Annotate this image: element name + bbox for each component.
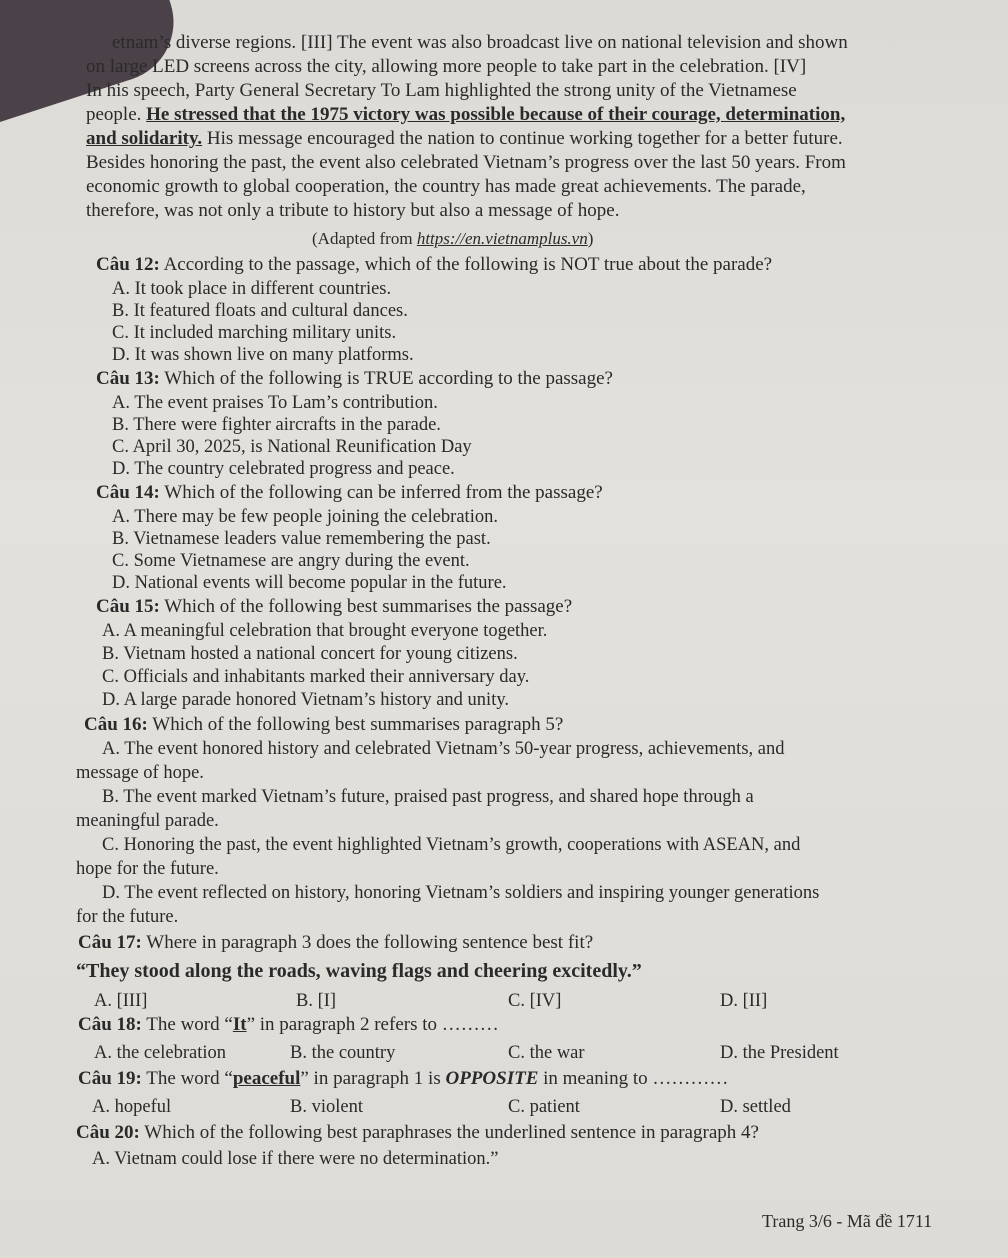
option-16a: A. The event honored history and celebrated Vietnam’s 50-year progress, achievements, and <box>102 739 785 759</box>
option-12c: C. It included marching military units. <box>112 323 397 343</box>
option-16a-cont: message of hope. <box>76 763 204 783</box>
option-12d: D. It was shown live on many platforms. <box>112 345 414 365</box>
option-20a: A. Vietnam could lose if there were no determination.” <box>92 1149 499 1169</box>
option-15d: D. A large parade honored Vietnam’s history and unity. <box>102 690 510 710</box>
option-18b: B. the country <box>290 1043 396 1063</box>
option-16c-cont: hope for the future. <box>76 859 219 879</box>
question-12: Câu 12: According to the passage, which of the following is NOT true about the parade? <box>96 254 773 275</box>
option-19d: D. settled <box>720 1097 791 1117</box>
question-15: Câu 15: Which of the following best summarises the passage? <box>96 596 573 617</box>
option-15b: B. Vietnam hosted a national concert for young citizens. <box>102 644 518 664</box>
passage-line: therefore, was not only a tribute to history but also a message of hope. <box>86 200 620 221</box>
underlined-sentence-end: and solidarity. <box>86 128 203 149</box>
option-14b: B. Vietnamese leaders value remembering the past. <box>112 529 491 549</box>
option-17d: D. [II] <box>720 991 768 1011</box>
option-18d: D. the President <box>720 1043 839 1063</box>
option-16b-cont: meaningful parade. <box>76 811 219 831</box>
option-14c: C. Some Vietnamese are angry during the event. <box>112 551 470 571</box>
emphasis-word: OPPOSITE <box>445 1068 539 1089</box>
option-19b: B. violent <box>290 1097 363 1117</box>
question-19: Câu 19: The word “peaceful” in paragraph 1 is OPPOSITE in meaning to ………… <box>78 1068 729 1089</box>
referent-word: It <box>232 1014 247 1035</box>
question-13: Câu 13: Which of the following is TRUE according to the passage? <box>96 368 613 389</box>
option-12b: B. It featured floats and cultural dances. <box>112 301 408 321</box>
question-16: Câu 16: Which of the following best summarises paragraph 5? <box>84 714 564 735</box>
option-14a: A. There may be few people joining the celebration. <box>112 507 498 527</box>
option-16d: D. The event reflected on history, honoring Vietnam’s soldiers and inspiring younger generations <box>102 883 820 903</box>
passage-line <box>86 128 843 150</box>
option-18a: A. the celebration <box>94 1043 227 1063</box>
option-13b: B. There were fighter aircrafts in the parade. <box>112 415 441 435</box>
passage-line: Besides honoring the past, the event also celebrated Vietnam’s progress over the last 50 years. From <box>86 152 846 173</box>
option-18c: C. the war <box>508 1043 585 1063</box>
source-citation: (Adapted from https://en.vietnamplus.vn) <box>312 229 594 248</box>
source-link: https://en.vietnamplus.vn <box>416 229 588 248</box>
passage-text: His message encouraged the nation to continue working together for a better future. <box>206 128 843 149</box>
option-15c: C. Officials and inhabitants marked their anniversary day. <box>102 667 530 687</box>
passage-line: etnam’s diverse regions. [III] The event was also broadcast live on national television and shown <box>112 32 848 53</box>
option-15a: A. A meaningful celebration that brought everyone together. <box>102 621 548 641</box>
passage-line: on large LED screens across the city, allowing more people to take part in the celebration. [IV] <box>86 56 807 77</box>
option-19c: C. patient <box>508 1097 580 1117</box>
option-13d: D. The country celebrated progress and peace. <box>112 459 455 479</box>
underlined-sentence: He stressed that the 1975 victory was possible because of their courage, determination, <box>146 104 846 125</box>
option-14d: D. National events will become popular in the future. <box>112 573 507 593</box>
question-14: Câu 14: Which of the following can be inferred from the passage? <box>96 482 603 503</box>
question-17: Câu 17: Where in paragraph 3 does the following sentence best fit? <box>78 932 594 953</box>
passage-text: people. <box>86 104 142 125</box>
target-word: peaceful <box>232 1068 301 1089</box>
option-13a: A. The event praises To Lam’s contribution. <box>112 393 438 413</box>
option-13c: C. April 30, 2025, is National Reunification Day <box>112 437 472 457</box>
option-17a: A. [III] <box>94 991 148 1011</box>
passage-line <box>86 104 845 126</box>
option-12a: A. It took place in different countries. <box>112 279 392 299</box>
option-16d-cont: for the future. <box>76 907 179 927</box>
option-16b: B. The event marked Vietnam’s future, praised past progress, and shared hope through a <box>102 787 754 807</box>
option-17b: B. [I] <box>296 991 337 1011</box>
option-19a: A. hopeful <box>92 1097 172 1117</box>
option-17c: C. [IV] <box>508 991 562 1011</box>
passage-line: In his speech, Party General Secretary To Lam highlighted the strong unity of the Vietnamese <box>86 80 797 101</box>
passage-line: economic growth to global cooperation, the country has made great achievements. The parade, <box>86 176 806 197</box>
question-18: Câu 18: The word “It” in paragraph 2 refers to ……… <box>78 1014 499 1035</box>
quote-sentence: “They stood along the roads, waving flags and cheering excitedly.” <box>76 960 642 982</box>
page-footer: Trang 3/6 - Mã đề 1711 <box>762 1211 933 1231</box>
option-16c: C. Honoring the past, the event highlighted Vietnam’s growth, cooperations with ASEAN, and <box>102 835 801 855</box>
question-20: Câu 20: Which of the following best paraphrases the underlined sentence in paragraph 4? <box>76 1122 759 1143</box>
